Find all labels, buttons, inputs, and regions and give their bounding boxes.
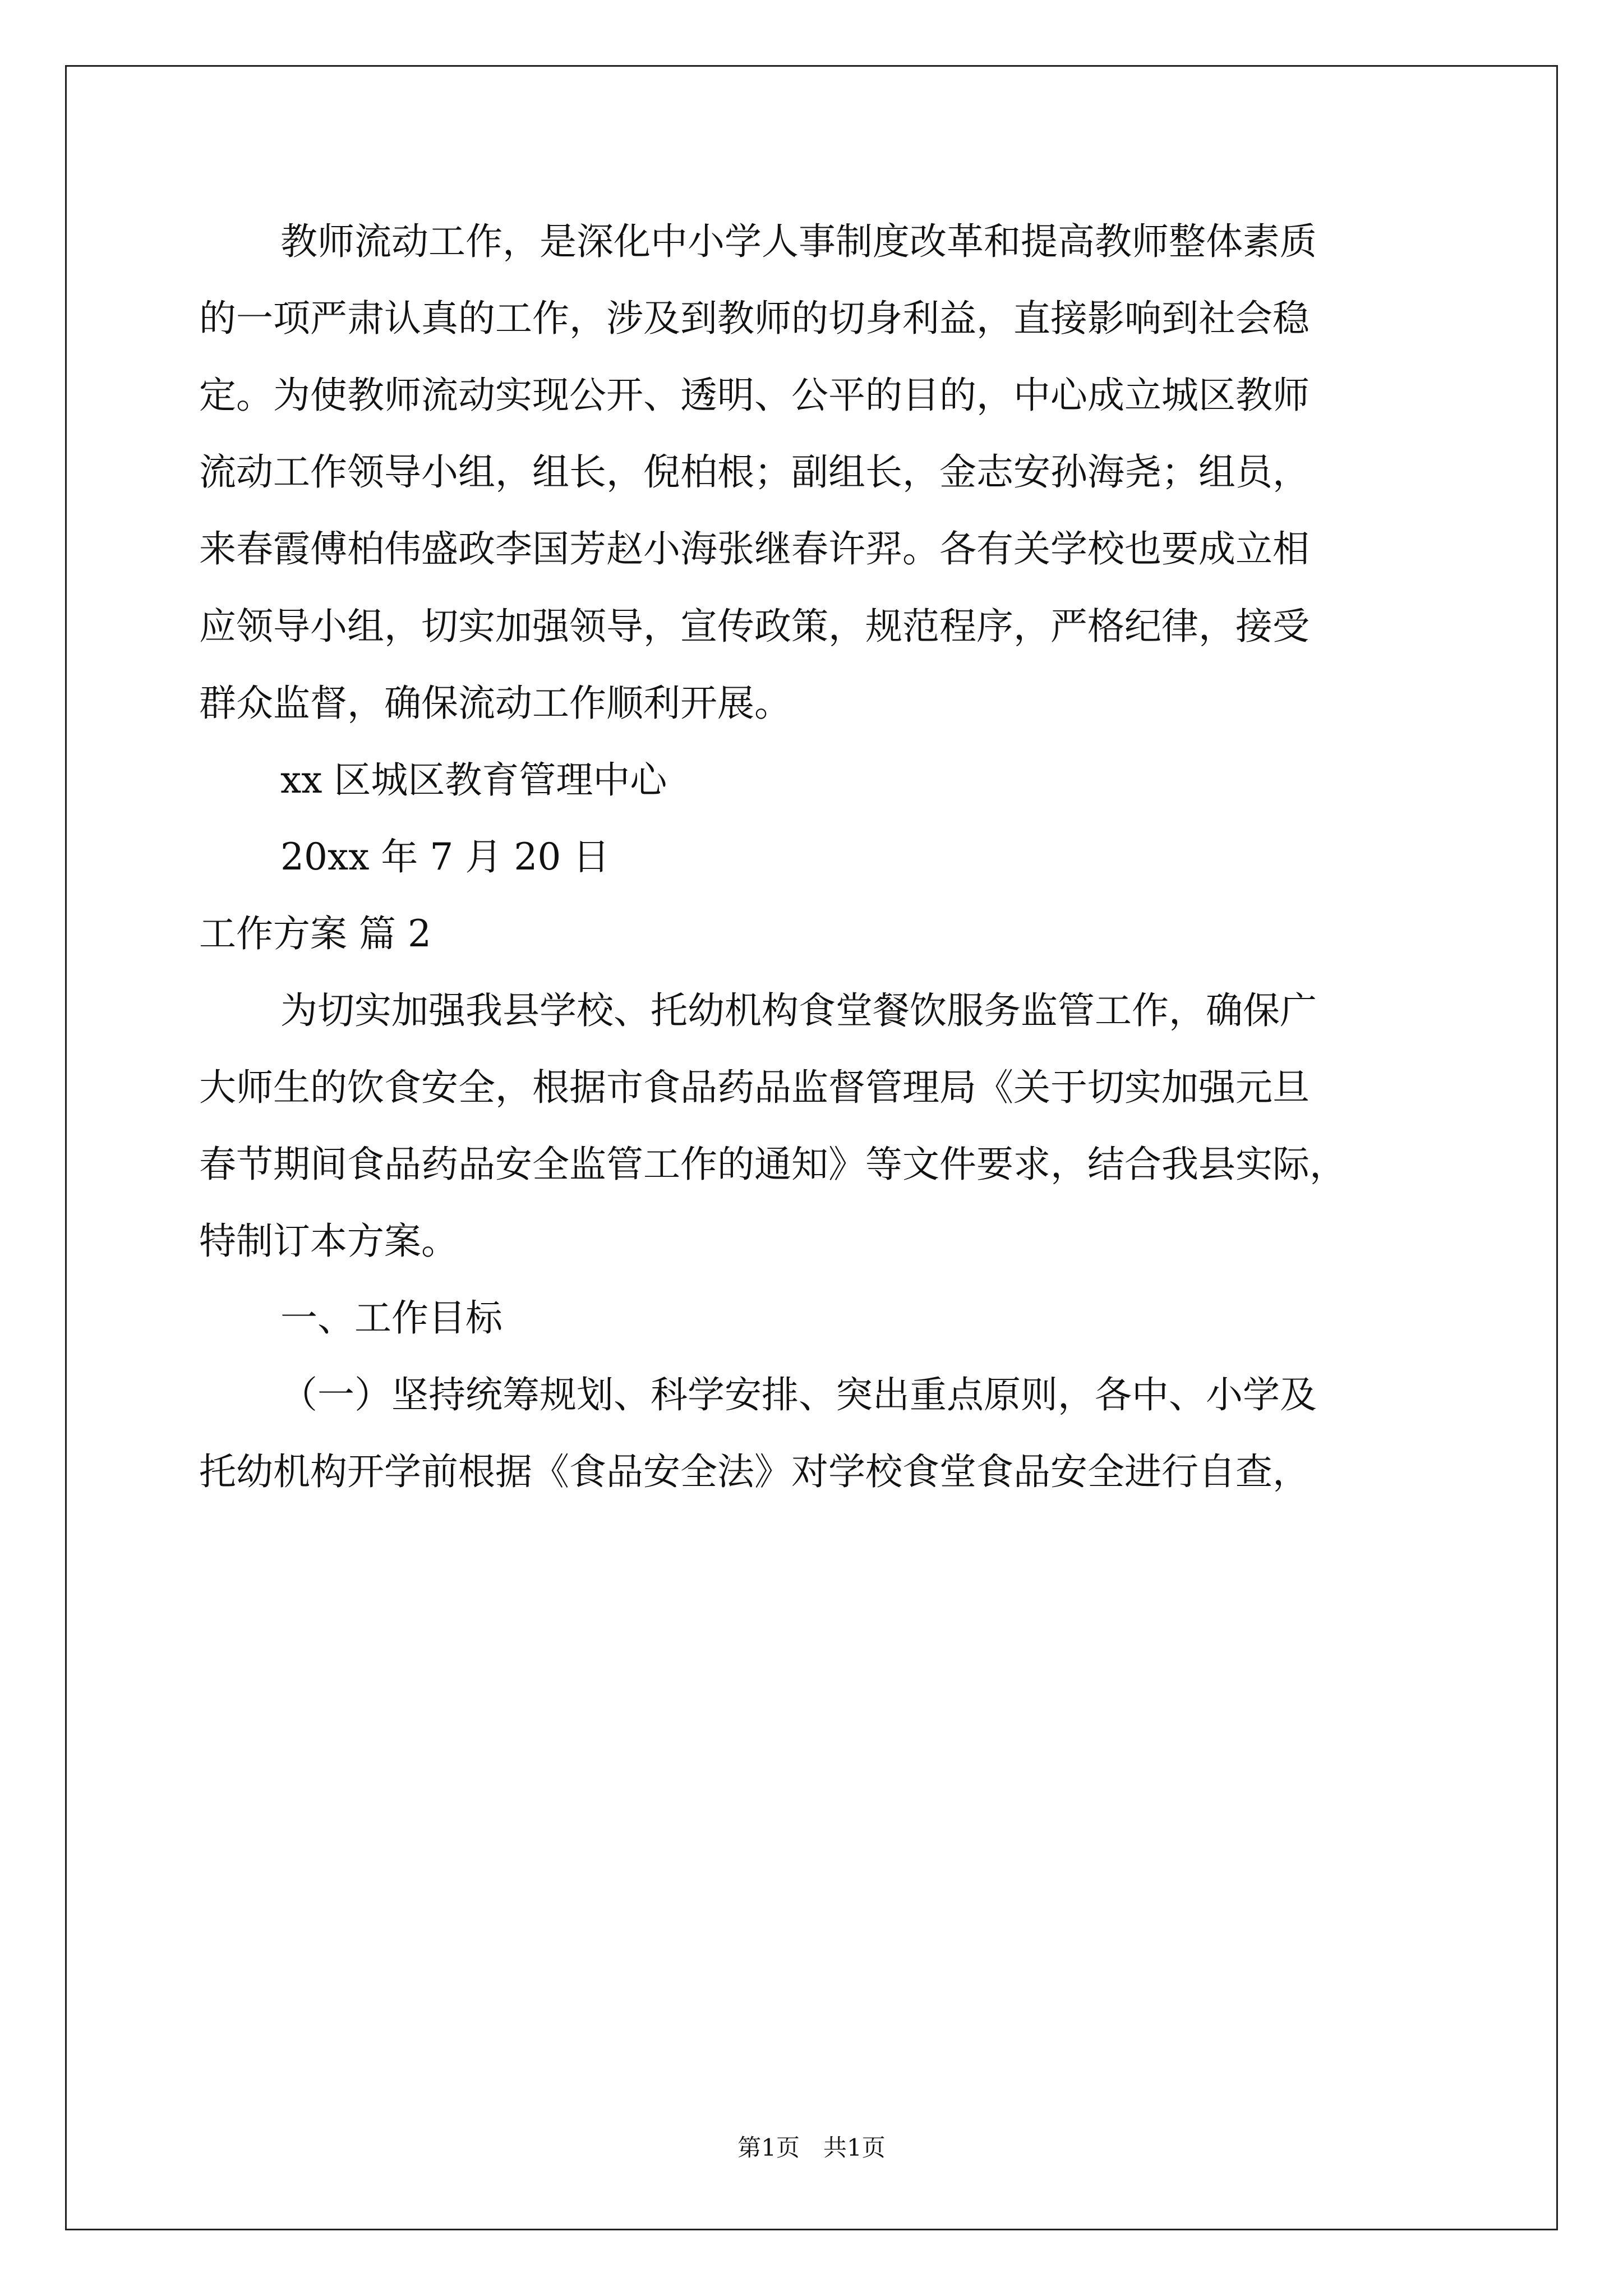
page-number-footer: 第1页 共1页 [737, 2134, 886, 2161]
paragraph-line: 来春霞傅柏伟盛政李国芳赵小海张继春许羿。各有关学校也要成立相 [199, 527, 1310, 570]
paragraph-line: （一）坚持统筹规划、科学安排、突出重点原则，各中、小学及 [280, 1373, 1317, 1416]
paragraph-line: 特制订本方案。 [199, 1220, 458, 1263]
paragraph-line: 定。为使教师流动实现公开、透明、公平的目的，中心成立城区教师 [199, 374, 1310, 417]
paragraph-line: 为切实加强我县学校、托幼机构食堂餐饮服务监管工作，确保广 [280, 989, 1317, 1032]
paragraph-line: 群众监督，确保流动工作顺利开展。 [199, 682, 791, 725]
paragraph-line: 流动工作领导小组，组长，倪柏根；副组长，金志安孙海尧；组员， [199, 450, 1310, 494]
paragraph-line: 教师流动工作，是深化中小学人事制度改革和提高教师整体素质 [280, 220, 1317, 263]
paragraph-line: 春节期间食品药品安全监管工作的通知》等文件要求，结合我县实际， [199, 1143, 1347, 1186]
date-line: 20xx 年 7 月 20 日 [280, 835, 610, 878]
organization-line: xx 区城区教育管理中心 [280, 758, 667, 802]
paragraph-line: 的一项严肃认真的工作，涉及到教师的切身利益，直接影响到社会稳 [199, 297, 1310, 340]
section-heading: 工作方案 篇 2 [199, 912, 431, 955]
paragraph-line: 应领导小组，切实加强领导，宣传政策，规范程序，严格纪律，接受 [199, 605, 1310, 648]
subheading: 一、工作目标 [280, 1296, 502, 1340]
paragraph-line: 大师生的饮食安全，根据市食品药品监督管理局《关于切实加强元旦 [199, 1066, 1310, 1109]
paragraph-line: 托幼机构开学前根据《食品安全法》对学校食堂食品安全进行自查， [199, 1450, 1310, 1493]
